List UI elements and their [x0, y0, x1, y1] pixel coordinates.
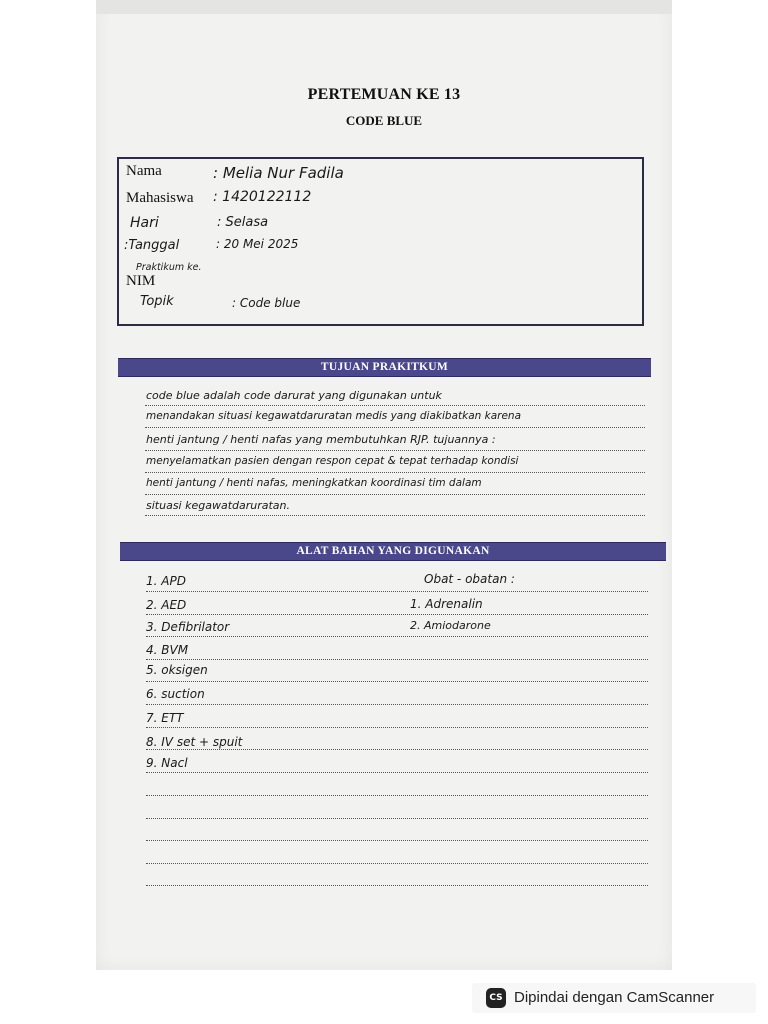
- label-tanggal: :Tanggal: [124, 238, 180, 253]
- dotted-line: [146, 885, 648, 886]
- tujuan-line-5: henti jantung / henti nafas, meningkatkan koordinasi tim dalam: [146, 477, 482, 489]
- dotted-line: [146, 659, 648, 660]
- tujuan-line-4: menyelamatkan pasien dengan respon cepat & tepat terhadap kondisi: [146, 455, 519, 467]
- page-subtitle: CODE BLUE: [345, 113, 423, 128]
- page-top-edge: [96, 0, 672, 14]
- label-praktikum: Praktikum ke.: [136, 262, 202, 273]
- alat-item-6: 6. suction: [146, 687, 205, 701]
- label-hari: Hari: [130, 215, 159, 231]
- value-nama: : Melia Nur Fadila: [213, 164, 344, 182]
- dotted-line: [146, 636, 648, 637]
- label-mahasiswa: Mahasiswa: [126, 190, 194, 206]
- dotted-line: [145, 405, 645, 406]
- label-nim: NIM: [126, 273, 156, 289]
- alat-item-2: 2. AED: [146, 598, 187, 612]
- dotted-line: [146, 704, 648, 705]
- dotted-line: [146, 591, 648, 592]
- dotted-line: [146, 818, 648, 819]
- dotted-line: [145, 515, 645, 516]
- dotted-line: [146, 727, 648, 728]
- label-topik: Topik: [140, 294, 174, 309]
- dotted-line: [146, 863, 648, 864]
- obat-item-2: 2. Amiodarone: [410, 619, 491, 632]
- tujuan-heading: TUJUAN PRAKITKUM: [118, 358, 651, 377]
- alat-item-4: 4. BVM: [146, 643, 189, 657]
- alat-heading: ALAT BAHAN YANG DIGUNAKAN: [120, 542, 666, 561]
- tujuan-line-3: henti jantung / henti nafas yang membutuhkan RJP. tujuannya :: [146, 433, 496, 446]
- camscanner-watermark: [472, 983, 756, 1013]
- dotted-line: [145, 427, 645, 428]
- value-topik: : Code blue: [232, 296, 301, 310]
- obat-heading: Obat - obatan :: [424, 572, 515, 586]
- value-hari: : Selasa: [217, 215, 269, 230]
- page-title: PERTEMUAN KE 13: [307, 86, 461, 103]
- value-tanggal: : 20 Mei 2025: [216, 237, 299, 251]
- dotted-line: [146, 681, 648, 682]
- dotted-line: [146, 749, 648, 750]
- tujuan-line-1: code blue adalah code darurat yang digunakan untuk: [146, 389, 442, 402]
- alat-item-8: 8. IV set + spuit: [146, 735, 243, 749]
- identity-box: [117, 157, 644, 326]
- alat-item-7: 7. ETT: [146, 711, 184, 725]
- alat-item-1: 1. APD: [146, 574, 186, 588]
- alat-item-3: 3. Defibrilator: [146, 620, 230, 634]
- camscanner-logo-icon: CS: [486, 988, 506, 1008]
- dotted-line: [145, 450, 645, 451]
- dotted-line: [146, 840, 648, 841]
- dotted-line: [146, 795, 648, 796]
- dotted-line: [145, 472, 645, 473]
- tujuan-line-2: menandakan situasi kegawatdaruratan medis yang diakibatkan karena: [146, 410, 522, 422]
- value-mahasiswa: : 1420122112: [213, 189, 312, 205]
- dotted-line: [146, 614, 648, 615]
- alat-item-5: 5. oksigen: [146, 663, 208, 677]
- label-nama: Nama: [126, 163, 162, 179]
- alat-item-9: 9. Nacl: [146, 756, 188, 770]
- dotted-line: [145, 494, 645, 495]
- camscanner-text: Dipindai dengan CamScanner: [514, 989, 715, 1006]
- obat-item-1: 1. Adrenalin: [410, 597, 483, 611]
- tujuan-line-6: situasi kegawatdaruratan.: [146, 499, 291, 512]
- dotted-line: [146, 772, 648, 773]
